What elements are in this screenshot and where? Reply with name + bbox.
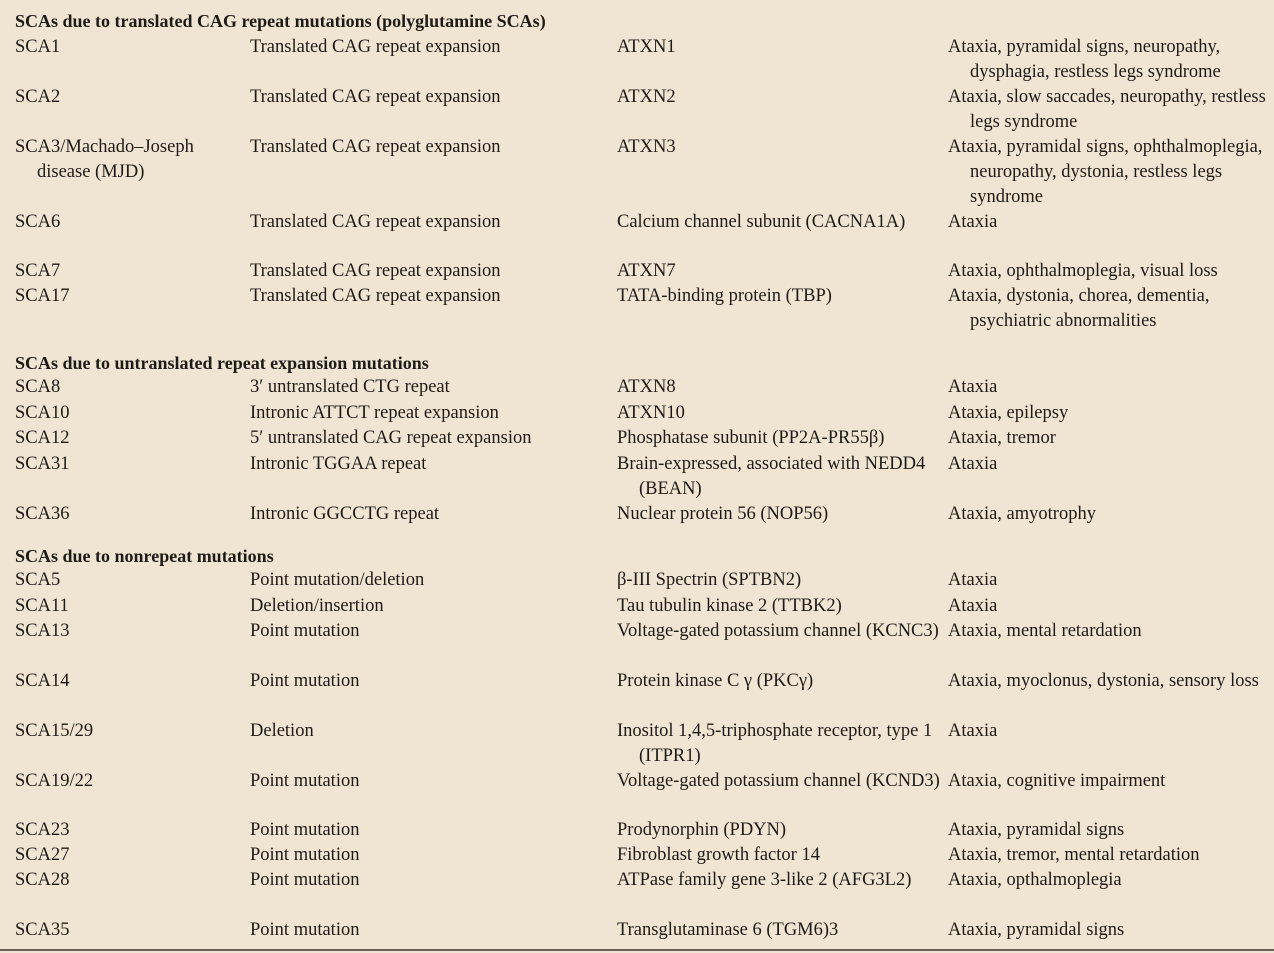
gene-product: Nuclear protein 56 (NOP56) [617,504,829,524]
clinical-features: Ataxia, slow saccades, neuropathy, restless legs syndrome [948,87,1266,132]
clinical-features: Ataxia, pyramidal signs [948,920,1125,940]
clinical-features: Ataxia, tremor [948,428,1056,448]
sca-name: SCA13 [15,621,70,641]
gene-product: Phosphatase subunit (PP2A-PR55β) [617,428,885,448]
mutation-type: Point mutation/deletion [250,570,425,590]
mutation-type: 5′ untranslated CAG repeat expansion [250,428,532,448]
mutation-type: Point mutation [250,920,360,940]
mutation-type: Intronic ATTCT repeat expansion [250,403,499,423]
gene-product: Fibroblast growth factor 14 [617,845,820,865]
gene-product: ATXN10 [617,403,685,423]
section-heading: SCAs due to nonrepeat mutations [15,546,274,566]
gene-product: ATPase family gene 3-like 2 (AFG3L2) [617,870,912,890]
clinical-features: Ataxia, dystonia, chorea, dementia, psychiatric abnormalities [948,286,1210,331]
gene-product: Transglutaminase 6 (TGM6)3 [617,920,839,940]
mutation-type: Translated CAG repeat expansion [250,212,501,232]
sca-name: SCA36 [15,504,70,524]
clinical-features: Ataxia, mental retardation [948,621,1142,641]
sca-name: SCA23 [15,820,70,840]
sca-name: SCA11 [15,596,69,616]
sca-name: SCA6 [15,212,61,232]
gene-product: Calcium channel subunit (CACNA1A) [617,212,906,232]
gene-product: ATXN3 [617,137,676,157]
mutation-type: Point mutation [250,671,360,691]
sca-name: SCA35 [15,920,70,940]
sca-name: SCA5 [15,570,61,590]
clinical-features: Ataxia [948,721,998,741]
section-heading: SCAs due to untranslated repeat expansion mutations [15,353,429,373]
clinical-features: Ataxia, opthalmoplegia [948,870,1122,890]
mutation-type: Point mutation [250,771,360,791]
mutation-type: Translated CAG repeat expansion [250,286,501,306]
section-heading: SCAs due to translated CAG repeat mutations (polyglutamine SCAs) [15,11,546,31]
clinical-features: Ataxia, pyramidal signs, ophthalmoplegia, neuropathy, dystonia, restless legs syndrome [948,137,1263,207]
clinical-features: Ataxia [948,454,998,474]
sca-name: SCA15/29 [15,721,94,741]
sca-name: SCA1 [15,37,61,57]
clinical-features: Ataxia [948,212,998,232]
clinical-features: Ataxia, myoclonus, dystonia, sensory loss [948,671,1259,691]
mutation-type: Translated CAG repeat expansion [250,87,501,107]
clinical-features: Ataxia, ophthalmoplegia, visual loss [948,261,1218,281]
clinical-features: Ataxia [948,377,998,397]
gene-product: ATXN8 [617,377,676,397]
gene-product: ATXN1 [617,37,676,57]
gene-product: Voltage-gated potassium channel (KCNC3) [617,621,939,641]
gene-product: ATXN7 [617,261,676,281]
clinical-features: Ataxia, pyramidal signs, neuropathy, dysphagia, restless legs syndrome [948,37,1221,82]
gene-product: Brain-expressed, associated with NEDD4 (BEAN) [617,454,926,499]
gene-product: Voltage-gated potassium channel (KCND3) [617,771,940,791]
sca-name: SCA31 [15,454,70,474]
gene-product: Tau tubulin kinase 2 (TTBK2) [617,596,842,616]
mutation-type: Point mutation [250,845,360,865]
clinical-features: Ataxia, pyramidal signs [948,820,1125,840]
sca-name: SCA28 [15,870,70,890]
gene-product: Protein kinase C γ (PKCγ) [617,671,814,691]
mutation-type: Deletion [250,721,314,741]
mutation-type: Point mutation [250,621,360,641]
sca-name: SCA10 [15,403,70,423]
mutation-type: Translated CAG repeat expansion [250,261,501,281]
gene-product: Prodynorphin (PDYN) [617,820,787,840]
mutation-type: 3′ untranslated CTG repeat [250,377,450,397]
clinical-features: Ataxia, cognitive impairment [948,771,1166,791]
sca-name: SCA2 [15,87,61,107]
clinical-features: Ataxia [948,570,998,590]
clinical-features: Ataxia [948,596,998,616]
sca-name: SCA27 [15,845,70,865]
sca-name: SCA17 [15,286,70,306]
mutation-type: Translated CAG repeat expansion [250,37,501,57]
gene-product: ATXN2 [617,87,676,107]
mutation-type: Translated CAG repeat expansion [250,137,501,157]
clinical-features: Ataxia, amyotrophy [948,504,1096,524]
mutation-type: Point mutation [250,870,360,890]
gene-product: TATA-binding protein (TBP) [617,286,832,306]
mutation-type: Point mutation [250,820,360,840]
table-bottom-rule [0,949,1274,951]
clinical-features: Ataxia, tremor, mental retardation [948,845,1200,865]
sca-name: SCA3/Machado–Joseph disease (MJD) [15,137,194,182]
sca-name: SCA19/22 [15,771,94,791]
clinical-features: Ataxia, epilepsy [948,403,1069,423]
gene-product: β-III Spectrin (SPTBN2) [617,570,802,590]
sca-name: SCA7 [15,261,61,281]
mutation-type: Intronic TGGAA repeat [250,454,427,474]
gene-product: Inositol 1,4,5-triphosphate receptor, type 1 (ITPR1) [617,721,933,766]
mutation-type: Deletion/insertion [250,596,384,616]
sca-name: SCA12 [15,428,70,448]
sca-name: SCA14 [15,671,70,691]
sca-name: SCA8 [15,377,61,397]
mutation-type: Intronic GGCCTG repeat [250,504,440,524]
